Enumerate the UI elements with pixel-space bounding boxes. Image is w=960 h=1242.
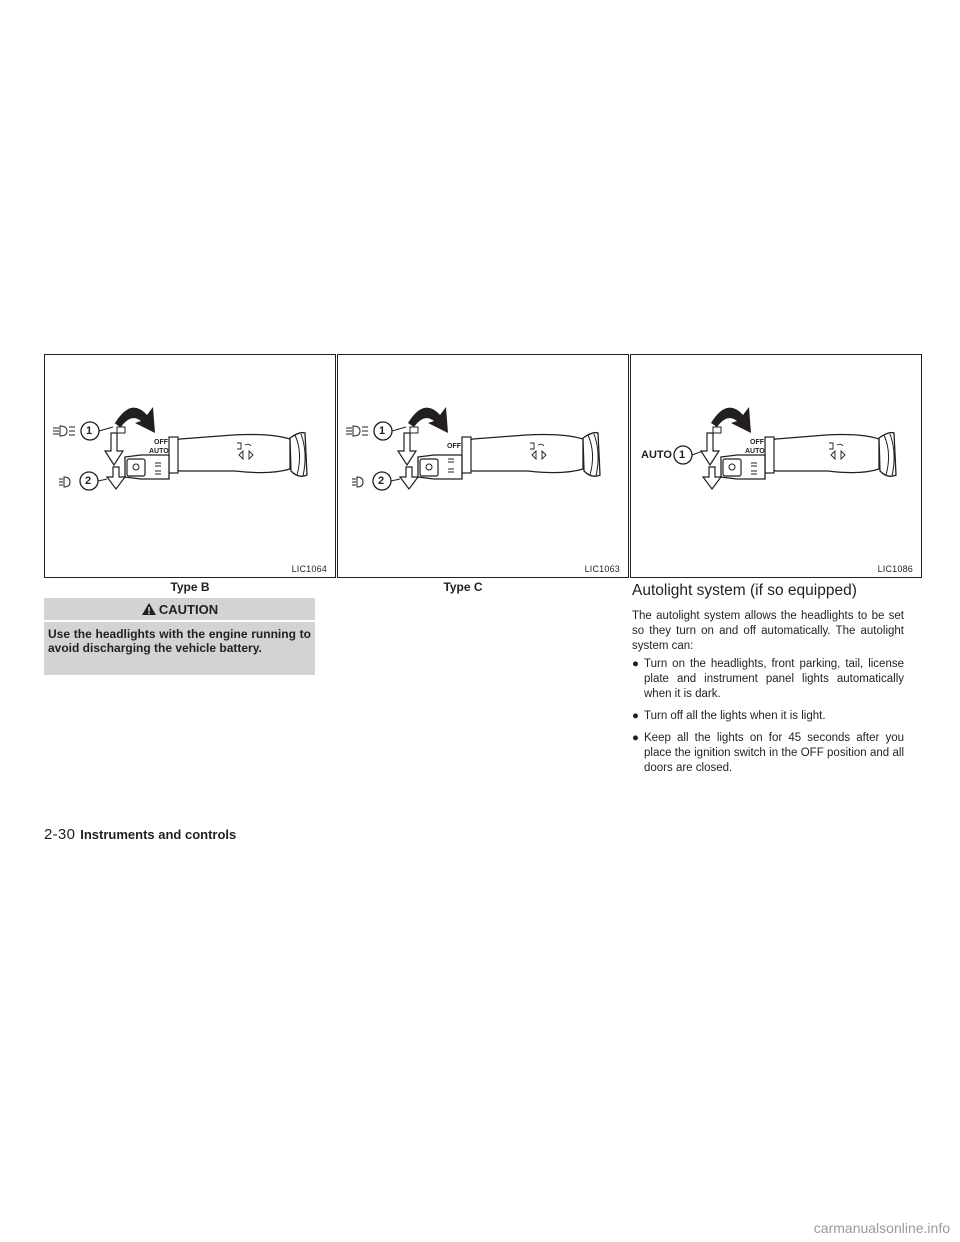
figure-autolight [630,354,922,578]
caution-box [44,598,315,675]
figure-code: LIC1086 [877,564,913,574]
bullet-icon: ● [632,658,639,670]
headlight-switch-diagram [631,355,923,579]
callout-2-label: 2 [378,475,385,487]
headlight-switch-diagram [45,355,337,579]
caution-heading [44,598,315,620]
watermark: carmanualsonline.info [813,1220,950,1236]
figure-type-b [44,354,336,578]
section-intro: The autolight system allows the headlights to be set so they turn on and off automatically. The autolight system can: [632,610,904,652]
caution-heading-text: CAUTION [158,601,219,617]
off-label: OFF [154,439,168,446]
section-title: Autolight system (if so equipped) [632,582,857,599]
figure-caption-type-b: Type B [170,580,210,594]
headlight-icon [53,426,75,436]
page-number: 2-30 [44,826,76,843]
warning-icon [141,602,157,616]
page-footer [44,826,236,843]
figure-code: LIC1064 [291,564,327,574]
caution-divider [44,620,315,622]
figure-type-c [337,354,629,578]
headlight-icon [346,426,368,436]
callout-1-label: 1 [379,425,386,437]
off-label: OFF [750,439,764,446]
headlight-switch-diagram [338,355,630,579]
callout-2-label: 2 [85,475,92,487]
auto-side-label: AUTO [641,449,672,461]
list-item [632,657,904,702]
list-item [632,731,904,776]
callout-1-label: 1 [679,449,686,461]
caution-text: Use the headlights with the engine running to avoid discharging the vehicle battery. [48,627,311,655]
feature-list [632,657,904,783]
auto-label: AUTO [745,448,765,455]
auto-label: AUTO [149,448,169,455]
list-item [632,709,904,724]
off-label: OFF [447,443,461,450]
parking-light-icon [59,477,70,487]
figure-code: LIC1063 [584,564,620,574]
bullet-icon: ● [632,710,639,722]
list-item-text: Keep all the lights on for 45 seconds after you place the ignition switch in the OFF position and all doors are closed. [644,732,904,774]
callout-1-label: 1 [86,425,93,437]
figure-caption-type-c: Type C [443,580,483,594]
bullet-icon: ● [632,732,639,744]
list-item-text: Turn on the headlights, front parking, tail, license plate and instrument panel lights automatically when it is dark. [644,658,904,700]
parking-light-icon [352,477,363,487]
list-item-text: Turn off all the lights when it is light. [644,710,826,722]
footer-section-name: Instruments and controls [80,827,237,842]
